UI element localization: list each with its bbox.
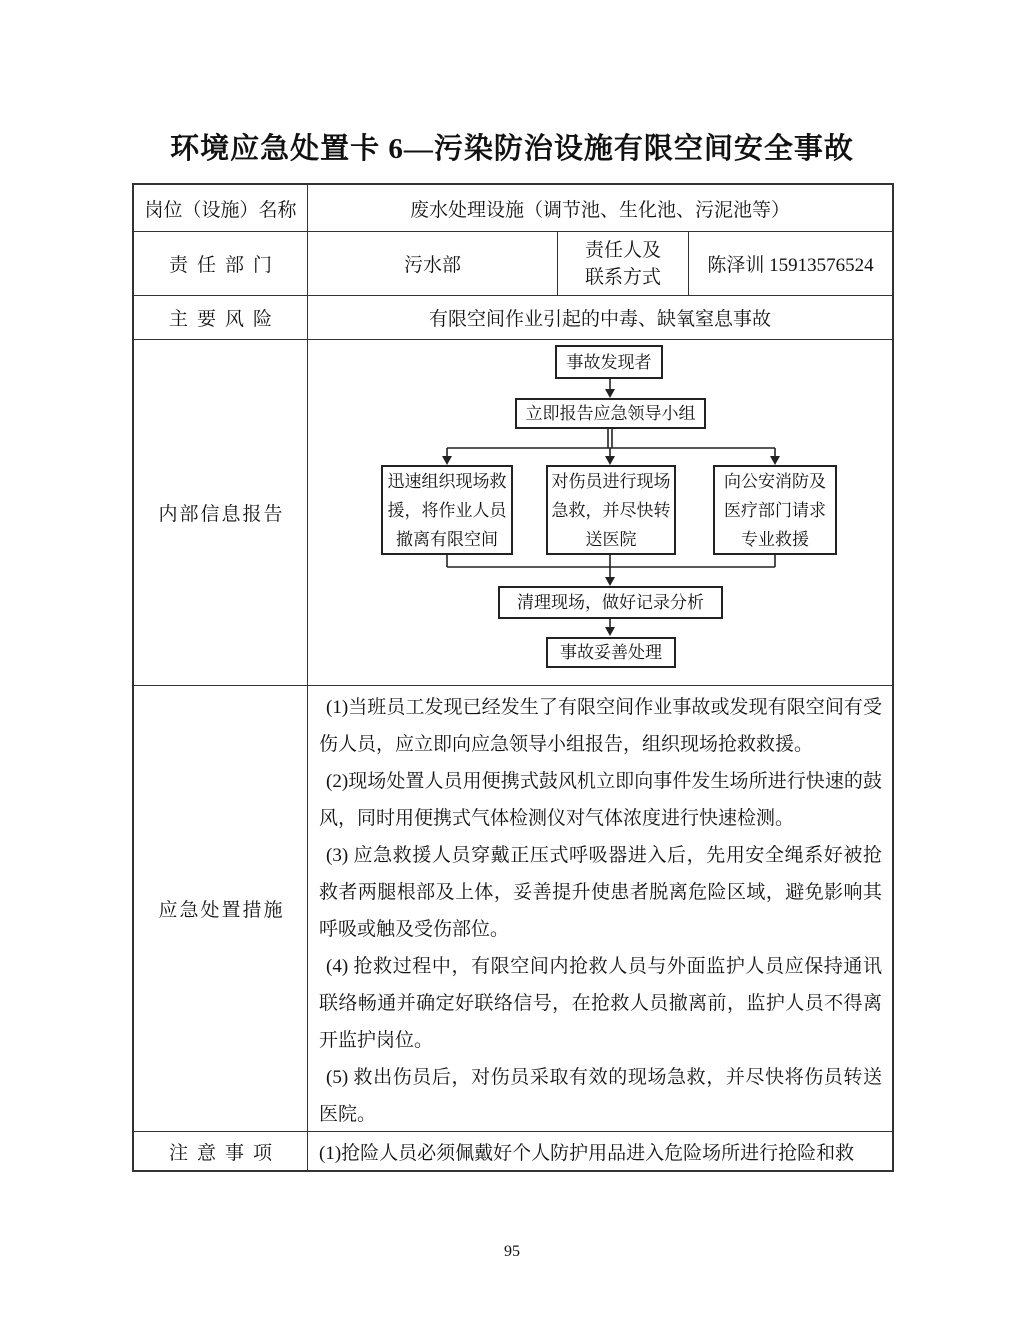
notes-value: (1)抢险人员必须佩戴好个人防护用品进入危险场所进行抢险和救 <box>319 1142 855 1164</box>
flow-node-rescue-label: 迅速组织现场救援，将作业人员撤离有限空间 <box>387 471 507 549</box>
contact-value: 陈泽训 15913576524 <box>707 255 874 276</box>
connector-converge-line <box>447 555 775 577</box>
risk-value: 有限空间作业引起的中毒、缺氧窒息事故 <box>428 309 771 330</box>
flow-node-discoverer <box>555 345 663 379</box>
card-table <box>132 183 894 1172</box>
connector-double-line <box>608 429 612 448</box>
arrow-down-icon <box>605 627 615 636</box>
flow-node-call-help-label: 向公安消防及医疗部门请求专业救援 <box>724 471 826 549</box>
arrow-down-icon <box>605 389 615 398</box>
post-name-label: 岗位（设施）名称 <box>134 185 308 231</box>
measure-item: (1)当班员工发现已经发生了有限空间作业事故或发现有限空间有受伤人员，应立即向应急领导小组报告，组织现场抢救救援。 <box>319 697 882 755</box>
post-name-value: 废水处理设施（调节池、生化池、污泥池等） <box>409 199 790 221</box>
risk-label: 主要风险 <box>134 296 308 339</box>
row-post-name <box>134 185 892 232</box>
flow-node-settle <box>546 637 676 668</box>
flow-node-first-aid-label: 对伤员进行现场急救，并尽快转送医院 <box>551 471 671 549</box>
flow-node-cleanup <box>498 586 723 619</box>
arrow-down-icon <box>442 456 452 465</box>
measures-label: 应急处置措施 <box>134 686 308 1131</box>
measures-text <box>308 686 892 1131</box>
measure-item: (4) 抢救过程中，有限空间内抢救人员与外面监护人员应保持通讯联络畅通并确定好联络信号，在抢救人员撤离前，监护人员不得离开监护岗位。 <box>319 956 882 1051</box>
flow-node-cleanup-label: 清理现场，做好记录分析 <box>517 593 704 612</box>
notes-label: 注意事项 <box>134 1132 308 1170</box>
contact-label-text: 责任人及联系方式 <box>584 239 661 288</box>
measure-item: (2)现场处置人员用便携式鼓风机立即向事件发生场所进行快速的鼓风，同时用便携式气体检测仪对气体浓度进行快速检测。 <box>319 771 882 829</box>
row-measures <box>134 686 892 1132</box>
arrow-down-icon <box>770 456 780 465</box>
doc-title: 环境应急处置卡 6—污染防治设施有限空间安全事故 <box>170 133 854 165</box>
row-notes <box>134 1132 892 1170</box>
page-number: 95 <box>504 1243 520 1260</box>
flow-node-call-help <box>713 465 837 555</box>
report-label: 内部信息报告 <box>134 340 308 685</box>
flow-node-discoverer-label: 事故发现者 <box>566 352 652 372</box>
flow-node-settle-label: 事故妥善处理 <box>560 643 662 662</box>
flow-node-first-aid <box>546 465 676 555</box>
row-internal-report <box>134 340 892 686</box>
measure-item: (3) 应急救援人员穿戴正压式呼吸器进入后，先用安全绳系好被抢救者两腿根部及上体，妥善提升使患者脱离危险区域，避免影响其呼吸或触及受伤部位。 <box>319 845 882 940</box>
contact-label <box>558 232 689 295</box>
arrow-down-icon <box>605 577 615 586</box>
measure-item: (5) 救出伤员后，对伤员采取有效的现场急救，并尽快将伤员转送医院。 <box>319 1067 882 1125</box>
flow-node-report <box>515 398 706 429</box>
arrow-down-icon <box>605 456 615 465</box>
department-value: 污水部 <box>308 232 558 295</box>
connector-branch-line <box>447 448 775 456</box>
row-main-risk <box>134 296 892 340</box>
row-department <box>134 232 892 296</box>
flowchart <box>308 340 892 685</box>
flow-node-report-label: 立即报告应急领导小组 <box>525 404 696 423</box>
flow-node-rescue <box>381 465 513 555</box>
department-label: 责任部门 <box>134 232 308 295</box>
